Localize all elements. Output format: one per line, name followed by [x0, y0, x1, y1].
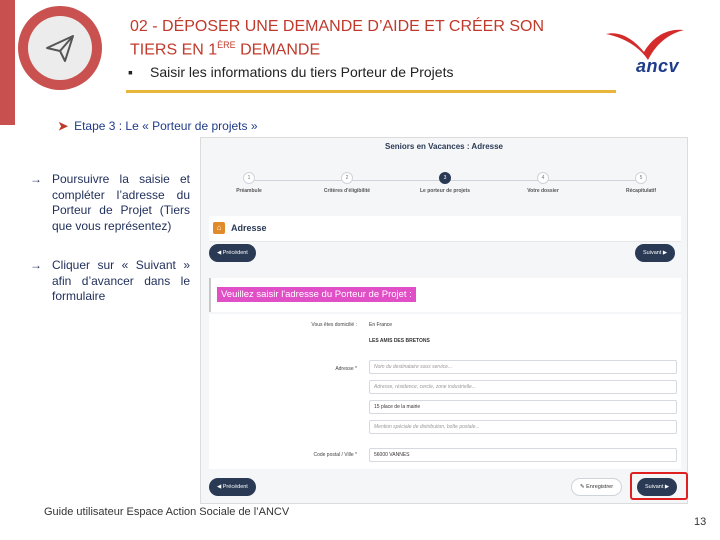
section-header	[209, 216, 681, 242]
step-arrow-icon: ➤	[58, 119, 69, 133]
step-label: Récapitulatif	[625, 188, 656, 194]
left-accent-bar	[0, 0, 15, 125]
title-line-2-prefix: TIERS EN 1	[130, 41, 218, 59]
step-label: Critères d'éligibilité	[323, 188, 371, 194]
step-dot: 4	[537, 172, 549, 184]
address-icon: ⌂	[213, 222, 225, 234]
address-line-2-input[interactable]: Adresse, résidence, cercle, zone industrielle...	[369, 380, 677, 394]
banner-text: Veuillez saisir l'adresse du Porteur de Projet :	[217, 287, 416, 302]
section-badge	[18, 6, 102, 90]
save-button[interactable]: ✎ Enregistrer	[571, 478, 622, 496]
step-heading	[58, 119, 258, 133]
next-button-bottom[interactable]: Suivant ▶	[637, 478, 677, 496]
step-3[interactable]	[407, 172, 483, 194]
title-underline	[126, 90, 616, 93]
postcode-city-label: Code postal / Ville *	[313, 452, 357, 458]
paper-plane-icon	[43, 31, 77, 65]
instruction-item	[30, 258, 190, 305]
postcode-city-input[interactable]: 56000 VANNES	[369, 448, 677, 462]
previous-label: Précédent	[222, 484, 248, 490]
previous-button-bottom[interactable]: ◀ Précédent	[209, 478, 256, 496]
step-4[interactable]	[505, 172, 581, 194]
arrow-icon: →	[30, 172, 42, 186]
title-line-2-suffix: DEMANDE	[235, 41, 321, 59]
next-label: Suivant	[645, 484, 664, 490]
subtitle	[128, 64, 453, 80]
step-1[interactable]	[211, 172, 287, 194]
previous-label: Précédent	[222, 250, 248, 256]
title-line-1: 02 - DÉPOSER UNE DEMANDE D’AIDE ET CRÉER SON	[130, 18, 545, 35]
address-banner	[209, 278, 681, 312]
instruction-text: Cliquer sur « Suivant » afin d’avancer dans le formulaire	[52, 258, 190, 303]
arrow-icon: →	[30, 258, 42, 272]
address-line-1-input[interactable]: Nom du destinataire sous service...	[369, 360, 677, 374]
bullet-icon: ▪	[128, 64, 133, 80]
step-2[interactable]	[309, 172, 385, 194]
step-label: Préambule	[236, 188, 262, 194]
instruction-text: Poursuivre la saisie et compléter l’adresse du Porteur de Projet (Tiers que vous représentez)	[52, 172, 190, 233]
step-5[interactable]	[603, 172, 679, 194]
address-line-4-input[interactable]: Mention spéciale de distribution, boîte postale...	[369, 420, 677, 434]
title-superscript: ÈRE	[217, 40, 236, 50]
address-line-3-input[interactable]: 15 place de la mairie	[369, 400, 677, 414]
instruction-item	[30, 172, 190, 234]
next-button-top[interactable]: Suivant ▶	[635, 244, 675, 262]
domicile-label: Vous êtes domicilié :	[311, 322, 357, 328]
progress-stepper	[211, 172, 679, 198]
previous-button-top[interactable]: ◀ Précédent	[209, 244, 256, 262]
address-form	[209, 314, 681, 469]
domicile-value[interactable]: En France	[369, 322, 393, 328]
step-label: Le porteur de projets	[419, 188, 470, 194]
save-label: Enregistrer	[586, 484, 614, 490]
address-label: Adresse *	[335, 366, 357, 372]
title-line-2	[130, 36, 590, 59]
footer-text: Guide utilisateur Espace Action Sociale de l’ANCV	[44, 506, 290, 518]
step-dot: 3	[439, 172, 451, 184]
page-title	[130, 18, 590, 59]
form-title: Seniors en Vacances : Adresse	[385, 142, 503, 151]
embedded-screenshot	[200, 137, 688, 504]
step-dot: 1	[243, 172, 255, 184]
step-label: Votre dossier	[527, 188, 559, 194]
step-dot: 5	[635, 172, 647, 184]
highlight-box	[630, 472, 688, 500]
organisation-name: LES AMIS DES BRETONS	[369, 338, 430, 344]
next-label: Suivant	[643, 250, 662, 256]
ancv-logo-text: ancv	[636, 56, 680, 76]
step-dot: 2	[341, 172, 353, 184]
subtitle-text: Saisir les informations du tiers Porteur de Projets	[150, 64, 454, 80]
section-title: Adresse	[231, 223, 267, 233]
step-heading-text: Etape 3 : Le « Porteur de projets »	[74, 119, 258, 133]
page-number: 13	[694, 516, 707, 528]
